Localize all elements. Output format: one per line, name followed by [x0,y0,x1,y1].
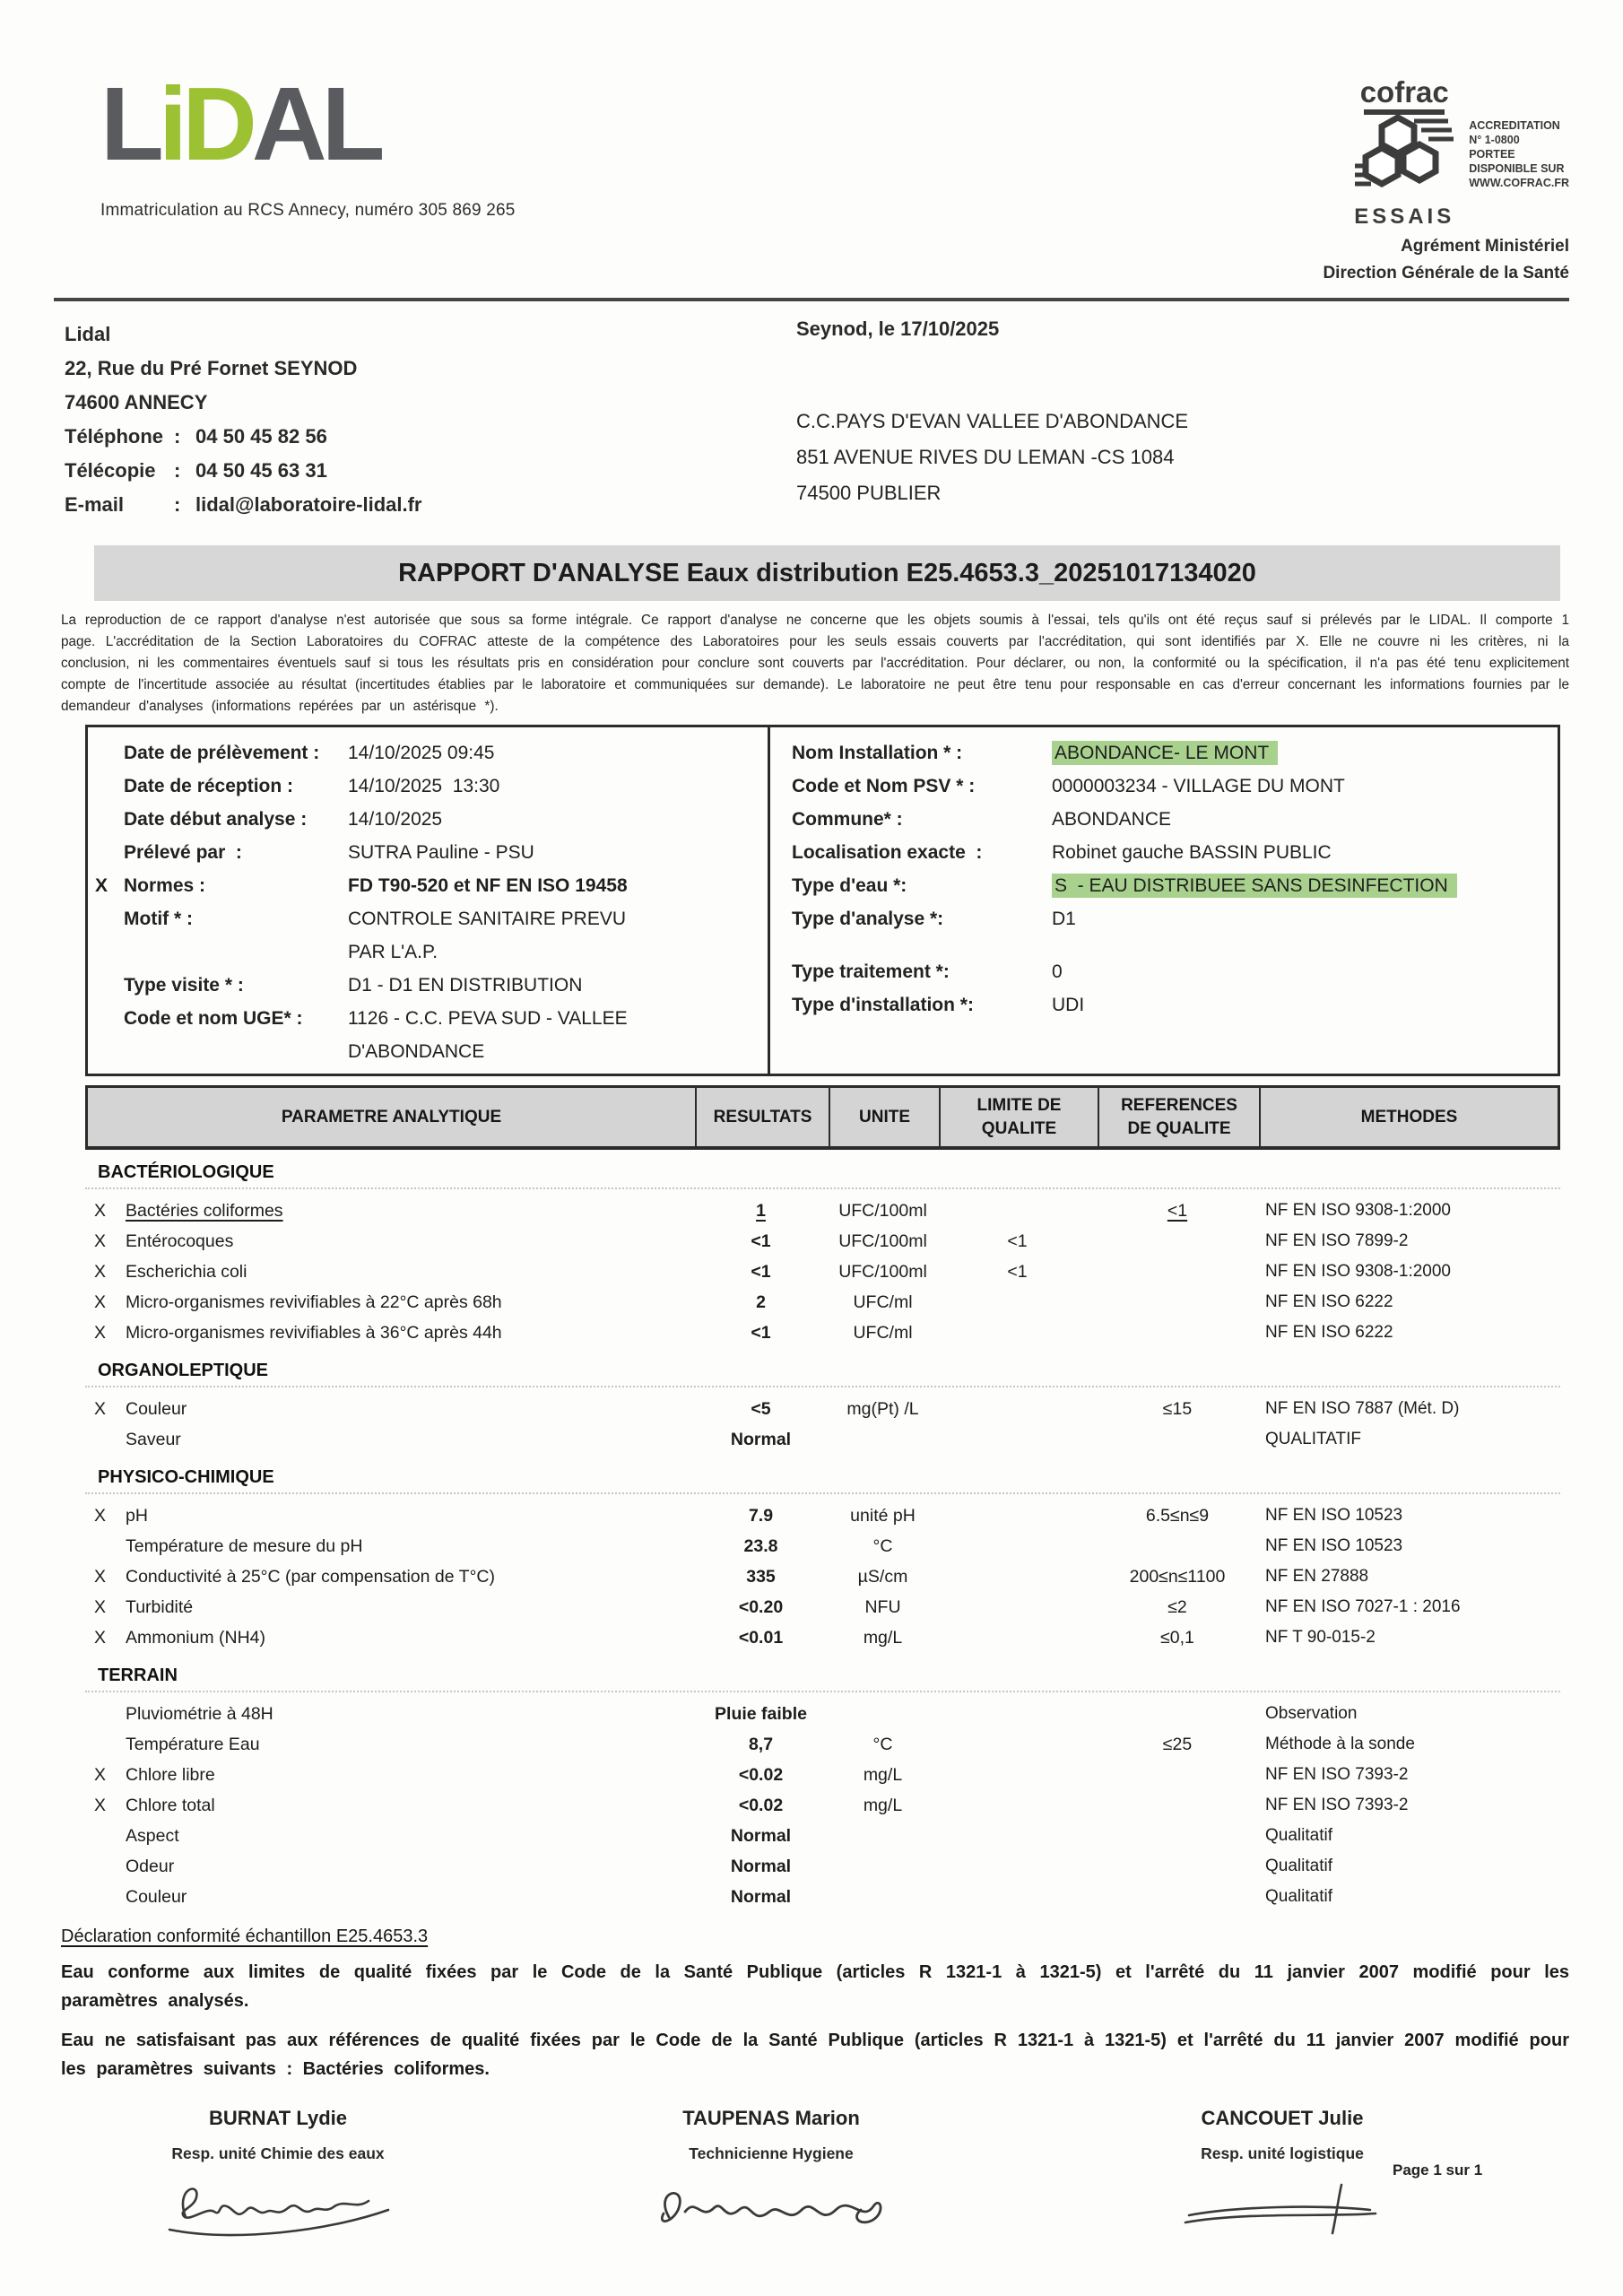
reference-cell: ≤0,1 [1160,1627,1194,1648]
result-cell: 2 [756,1292,766,1312]
table-row [85,1531,1560,1561]
info-value [348,902,662,969]
unit-cell: UFC/ml [853,1292,913,1312]
info-label: Type visite * : [124,975,244,996]
info-value-line: D'ABONDANCE [348,1041,485,1062]
sample-info-left [88,727,768,1074]
method-cell: NF T 90-015-2 [1265,1628,1376,1647]
reference-cell: 6.5≤n≤9 [1145,1505,1210,1526]
cofrac-logo-main [1345,77,1463,228]
table-row [85,1851,1560,1882]
method-cell: NF EN ISO 10523 [1265,1506,1403,1525]
sender-fax [65,454,753,488]
cofrac-side-line: N° 1-0800 [1469,134,1520,146]
lab-brand-block [54,65,516,283]
x-mark: X [94,1322,107,1343]
result-cell: <1 [751,1231,771,1251]
sender-block [54,317,753,522]
info-label: Prélevé par : [124,842,242,863]
table-row [85,1882,1560,1912]
header-methodes: METHODES [1360,1107,1458,1126]
result-cell: 8,7 [748,1734,774,1754]
result-cell: 23.8 [743,1535,778,1556]
table-row [85,1500,1560,1531]
param-cell: Bactéries coliformes [126,1200,283,1221]
sender-street: 22, Rue du Pré Fornet SEYNOD [65,357,358,379]
method-cell: NF EN ISO 6222 [1265,1292,1393,1311]
table-row [85,1622,1560,1653]
section-physico-chimique: PHYSICO-CHIMIQUE [85,1465,1560,1494]
method-cell: Méthode à la sonde [1265,1735,1415,1753]
signature-burnat-image [148,2165,408,2248]
sender-email [65,488,753,522]
method-cell: Qualitatif [1265,1887,1332,1906]
param-cell: pH [126,1505,148,1526]
param-cell: Couleur [126,1398,187,1419]
method-cell: NF EN ISO 10523 [1265,1536,1403,1555]
param-cell: Température de mesure du pH [126,1535,363,1556]
info-value: 14/10/2025 13:30 [348,776,500,796]
results-table-header [85,1085,1560,1150]
cofrac-logo [1291,77,1569,228]
health-directorate-line: Direction Générale de la Santé [1323,264,1569,283]
param-cell: Entérocoques [126,1231,234,1251]
info-row [792,902,1558,935]
section-organoleptique: ORGANOLEPTIQUE [85,1359,1560,1387]
signature-taupenas-image [637,2165,906,2251]
table-row [85,1729,1560,1760]
header-limite: LIMITE DE QUALITE [941,1088,1099,1146]
cofrac-side-line: ACCREDITATION [1469,119,1560,132]
colon: : [174,493,181,516]
recipient-block [753,317,1188,522]
result-cell: <0.02 [738,1764,784,1785]
header-parametre: PARAMETRE ANALYTIQUE [88,1088,697,1146]
param-cell: Ammonium (NH4) [126,1627,266,1648]
colon: : [174,459,181,482]
info-row [792,988,1558,1022]
info-row [792,955,1558,988]
x-mark: X [94,1398,107,1419]
signature-block-cancouet [1040,2107,1524,2256]
recipient-line: 851 AVENUE RIVES DU LEMAN -CS 1084 [796,446,1175,468]
table-row [85,1226,1560,1257]
info-value-line: CONTROLE SANITAIRE PREVU [348,909,626,929]
unit-cell: mg/L [863,1764,903,1785]
phone-label: Téléphone [65,425,164,448]
info-value: 0000003234 - VILLAGE DU MONT [1052,776,1345,796]
param-cell: Chlore libre [126,1764,215,1785]
result-cell: <0.01 [738,1627,784,1648]
recipient-line: 74500 PUBLIER [796,482,942,504]
result-cell: <1 [751,1322,771,1343]
result-cell: Normal [730,1825,792,1846]
info-row [95,770,768,803]
fax-value: 04 50 45 63 31 [195,459,327,482]
signer-role: Technicienne Hygiene [689,2144,854,2162]
unit-cell: °C [872,1535,893,1556]
limit-cell: <1 [1007,1261,1028,1282]
method-cell: Qualitatif [1265,1857,1332,1875]
info-value: Robinet gauche BASSIN PUBLIC [1052,842,1332,863]
cofrac-side-line: DISPONIBLE SUR [1469,162,1565,175]
info-label: Date début analyse : [124,809,308,830]
logo-part-gray1: L [100,65,159,182]
result-cell: 335 [746,1566,776,1587]
info-label: Localisation exacte : [792,842,983,863]
email-label: E-mail [65,493,125,516]
header-references: REFERENCES DE QUALITE [1099,1088,1261,1146]
info-row [95,902,768,969]
result-cell: Pluie faible [715,1703,807,1724]
info-value: UDI [1052,995,1085,1015]
table-row [85,1592,1560,1622]
info-value: D1 [1052,909,1076,929]
colon: : [174,425,181,448]
x-mark: X [94,1795,107,1815]
method-cell: Observation [1265,1704,1358,1723]
x-mark: X [94,1566,107,1587]
info-row [792,736,1558,770]
section-bacteriologique: BACTÉRIOLOGIQUE [85,1161,1560,1189]
result-cell: 7.9 [748,1505,774,1526]
address-section [0,301,1623,522]
signatures-section [54,2107,1569,2256]
param-cell: Saveur [126,1429,181,1449]
logo-part-gray2: AL [251,65,380,182]
recipient-address [796,404,1188,511]
info-label: Motif * : [124,909,193,929]
info-label: Nom Installation * : [792,743,963,763]
unit-cell: mg(Pt) /L [846,1398,919,1419]
accreditation-block [1291,70,1569,283]
param-cell: Turbidité [126,1596,194,1617]
signature-cancouet-image [1166,2165,1399,2248]
info-row [95,969,768,1002]
result-cell: <0.20 [738,1596,784,1617]
info-label: Type d'installation *: [792,995,974,1015]
info-label: Code et Nom PSV * : [792,776,976,796]
param-cell: Micro-organismes revivifiables à 22°C après 68h [126,1292,502,1312]
sender-city: 74600 ANNECY [65,391,208,413]
info-row [792,770,1558,803]
unit-cell: unité pH [850,1505,916,1526]
signature-block-taupenas [538,2107,1004,2256]
info-label: Type traitement *: [792,961,950,982]
method-cell: NF EN ISO 7393-2 [1265,1765,1409,1784]
x-mark: X [94,1292,107,1312]
info-label: Commune* : [792,809,903,830]
result-cell: Normal [730,1856,792,1876]
reference-cell: ≤25 [1162,1734,1193,1754]
table-row [85,1287,1560,1318]
letter-date: Seynod, le 17/10/2025 [796,317,1000,340]
results-table [85,1085,1560,1912]
table-row [85,1699,1560,1729]
table-row [85,1394,1560,1424]
info-value-line: PAR L'A.P. [348,942,438,962]
x-mark: X [95,875,108,896]
result-cell: <5 [751,1398,771,1419]
unit-cell: µS/cm [857,1566,908,1587]
signer-name: CANCOUET Julie [1201,2107,1364,2129]
info-label: Type d'eau *: [792,875,907,896]
phone-value: 04 50 45 82 56 [195,425,327,448]
unit-cell: UFC/100ml [838,1231,927,1251]
param-cell: Pluviométrie à 48H [126,1703,273,1724]
signature-block-burnat [54,2107,502,2256]
conformity-declaration-title: Déclaration conformité échantillon E25.4653.3 [61,1926,429,1946]
info-value [1052,869,1473,902]
result-cell: <0.02 [738,1795,784,1815]
method-cell: NF EN ISO 9308-1:2000 [1265,1262,1451,1281]
nonconformity-statement: Eau ne satisfaisant pas aux références de qualité fixées par le Code de la Santé Publique (articles R 1321-1 à 1321-5) et l'arrêté du 11 janvier 2007 modifié pour les paramètres suivants : Bactéries coliformes. [61,2031,1569,2079]
method-cell: NF EN ISO 9308-1:2000 [1265,1201,1451,1220]
param-cell: Odeur [126,1856,175,1876]
result-cell: <1 [751,1261,771,1282]
table-row [85,1561,1560,1592]
signer-name: TAUPENAS Marion [682,2107,860,2129]
method-cell: NF EN 27888 [1265,1567,1369,1586]
cofrac-essais-text: ESSAIS [1354,204,1455,229]
info-value: 14/10/2025 09:45 [348,743,495,763]
conformity-statement: Eau conforme aux limites de qualité fixées par le Code de la Santé Publique (articles R 1321-1 à 1321-5) et l'arrêté du 11 janvier 2007 modifié pour les paramètres analysés. [61,1962,1569,2011]
x-mark: X [94,1200,107,1221]
sender-name: Lidal [65,323,111,345]
info-row [95,1002,768,1068]
ministerial-approval-line: Agrément Ministériel [1401,237,1569,256]
signer-role: Resp. unité Chimie des eaux [171,2144,385,2162]
info-row [95,869,768,902]
unit-cell: mg/L [863,1627,903,1648]
param-cell: Micro-organismes revivifiables à 36°C après 44h [126,1322,502,1343]
info-value: 14/10/2025 [348,809,443,830]
table-row [85,1318,1560,1348]
sample-info-box [85,725,1560,1076]
method-cell: NF EN ISO 7393-2 [1265,1796,1409,1814]
info-value: 0 [1052,961,1063,982]
info-row [792,803,1558,836]
info-label: Normes : [124,875,206,896]
page-number: Page 1 sur 1 [1393,2161,1483,2179]
info-row [95,803,768,836]
header-resultats: RESULTATS [697,1088,830,1146]
method-cell: Qualitatif [1265,1826,1332,1845]
info-value-line: 1126 - C.C. PEVA SUD - VALLEE [348,1008,628,1029]
result-cell: 1 [756,1200,766,1221]
x-mark: X [94,1231,107,1251]
table-row [85,1424,1560,1455]
info-row [95,736,768,770]
result-cell: Normal [730,1429,792,1449]
x-mark: X [94,1505,107,1526]
cofrac-brand-text: cofrac [1359,75,1449,109]
info-row [792,836,1558,869]
info-value: SUTRA Pauline - PSU [348,842,534,863]
reference-cell: ≤2 [1167,1596,1187,1617]
x-mark: X [94,1764,107,1785]
method-cell: NF EN ISO 7027-1 : 2016 [1265,1597,1461,1616]
unit-cell: °C [872,1734,893,1754]
recipient-line: C.C.PAYS D'EVAN VALLEE D'ABONDANCE [796,410,1189,432]
header-unite: UNITE [830,1088,941,1146]
fax-label: Télécopie [65,459,156,482]
reference-cell: 200≤n≤1100 [1129,1566,1226,1587]
param-cell: Escherichia coli [126,1261,247,1282]
rcs-registration-line: Immatriculation au RCS Annecy, numéro 305 869 265 [100,200,516,220]
x-mark: X [94,1627,107,1648]
method-cell: QUALITATIF [1265,1430,1361,1448]
limit-cell: <1 [1007,1231,1028,1251]
param-cell: Aspect [126,1825,179,1846]
info-row [95,836,768,869]
info-label: Type d'analyse *: [792,909,944,929]
table-row [85,1196,1560,1226]
param-cell: Température Eau [126,1734,260,1754]
info-label: Date de réception : [124,776,294,796]
unit-cell: UFC/100ml [838,1261,927,1282]
method-cell: NF EN ISO 6222 [1265,1323,1393,1342]
cofrac-accreditation-text [1469,77,1569,228]
disclaimer-paragraph: La reproduction de ce rapport d'analyse n'est autorisée que sous sa forme intégrale. Ce rapport d'analyse ne concerne que les objets soumis à l'essai, tels qu'ils ont été reçus sauf si prélevés par le LIDAL. Il comporte 1 page. L'accréditation de la Section Laboratoires du COFRAC atteste de la compétence des Laboratoires pour les seuls essais couverts par l'accréditation, qui sont identifiés par X. Elle ne couvre ni les critères, ni la conclusion, ni les commentaires éventuels sauf si tous les résultats pris en considération pour conclure sont couverts par l'accréditation. Pour déclarer, ou non, la conformité ou la spécification, il n'a pas été tenu explicitement compte de l'incertitude associée au résultat (incertitudes établies par le laboratoire et communiquées sur demande). Le laboratoire ne peut être tenu pour responsable en cas d'erreur concernant les informations fournies par le demandeur d'analyses (informations repérées par un astérisque *). [61,613,1569,714]
x-mark: X [94,1261,107,1282]
x-mark: X [94,1596,107,1617]
info-row [792,869,1558,902]
info-value [348,1002,662,1068]
param-cell: Couleur [126,1886,187,1907]
result-cell: Normal [730,1886,792,1907]
report-title: RAPPORT D'ANALYSE Eaux distribution E25.4653.3_20251017134020 [94,545,1560,601]
unit-cell: UFC/ml [853,1322,913,1343]
highlighted-value: S - EAU DISTRIBUEE SANS DESINFECTION [1052,874,1457,898]
cofrac-side-line: WWW.COFRAC.FR [1469,177,1569,189]
param-cell: Conductivité à 25°C (par compensation de T°C) [126,1566,495,1587]
param-cell: Chlore total [126,1795,215,1815]
sender-phone [65,420,753,454]
email-value: lidal@laboratoire-lidal.fr [195,493,422,516]
info-value: D1 - D1 EN DISTRIBUTION [348,975,583,996]
table-row [85,1257,1560,1287]
method-cell: NF EN ISO 7899-2 [1265,1231,1409,1250]
signer-role: Resp. unité logistique [1201,2144,1364,2162]
info-value: ABONDANCE [1052,809,1172,830]
table-row [85,1760,1560,1790]
logo-part-green: iD [158,65,252,182]
reference-cell: <1 [1167,1200,1188,1221]
sample-info-right [768,727,1558,1074]
info-value [1052,736,1473,770]
signer-name: BURNAT Lydie [209,2107,347,2129]
cofrac-side-line: PORTEE [1469,148,1515,161]
unit-cell: mg/L [863,1795,903,1815]
header [0,0,1623,283]
reference-cell: ≤15 [1162,1398,1193,1419]
lidal-logo [100,65,516,182]
unit-cell: UFC/100ml [838,1200,927,1221]
method-cell: NF EN ISO 7887 (Mét. D) [1265,1399,1460,1418]
highlighted-value: ABONDANCE- LE MONT [1052,741,1278,765]
table-row [85,1821,1560,1851]
unit-cell: NFU [864,1596,901,1617]
info-label: Date de prélèvement : [124,743,320,763]
info-value: FD T90-520 et NF EN ISO 19458 [348,875,628,896]
info-label: Code et nom UGE* : [124,1008,303,1029]
section-terrain: TERRAIN [85,1664,1560,1692]
table-row [85,1790,1560,1821]
cofrac-hexagons-icon [1351,107,1457,200]
